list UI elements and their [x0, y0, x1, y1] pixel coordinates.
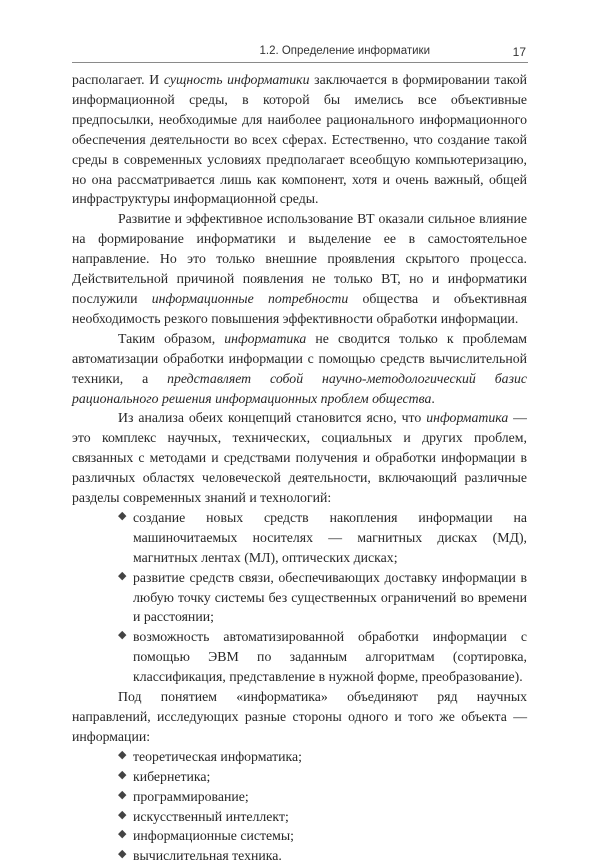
diamond-bullet-icon: ◆ — [118, 788, 127, 801]
list-item: ◆ программирование; — [118, 787, 527, 807]
diamond-bullet-icon: ◆ — [118, 808, 127, 821]
list-item: ◆ искусственный интеллект; — [118, 807, 527, 827]
diamond-bullet-icon: ◆ — [118, 848, 127, 861]
diamond-bullet-icon: ◆ — [118, 828, 127, 841]
list-item: ◆ кибернетика; — [118, 767, 527, 787]
emphasis: информатика — [224, 330, 307, 346]
page-body — [72, 70, 527, 866]
running-header — [72, 44, 528, 63]
paragraph-2: Развитие и эффективное использование ВТ оказали сильное влияние на формирование информатики и выделение ее в самостоятельное направление. Но это только внешние проявления скрытого процесса. Действительной причиной появления не только ВТ, но и информатики послужили информационные потребности общества и объективная необходимость резкого повышения эффективности обработки информации. — [72, 211, 527, 326]
paragraph-4: Из анализа обеих концепций становится ясно, что информатика — это комплекс научных, технических, социальных и других проблем, связанных с методами и средствами получения и обработки информации в различных областях человеческой деятельности, включающий различные разделы современных знаний и технологий: — [72, 410, 527, 506]
emphasis: информатика — [426, 410, 509, 426]
emphasis: информационные потребности — [151, 290, 349, 306]
emphasis: представляет собой научно-методологический базис рационального решения информационных проблем общества — [72, 370, 527, 406]
list-item: ◆ создание новых средств накопления информации на машиночитаемых носителях — магнитных дисках (МД), магнитных лентах (МЛ), оптических дисках; — [118, 508, 527, 568]
list-item: ◆ развитие средств связи, обеспечивающих доставку информации в любую точку системы без существенных ограничений во времени и расстоянии; — [118, 568, 527, 628]
emphasis: сущность информатики — [163, 72, 310, 87]
bullet-list-2 — [72, 747, 527, 866]
list-item: ◆ информационные системы; — [118, 826, 527, 846]
diamond-bullet-icon: ◆ — [118, 509, 127, 522]
diamond-bullet-icon: ◆ — [118, 768, 127, 781]
section-title: 1.2. Определение информатики — [259, 45, 430, 57]
paragraph-5: Под понятием «информатика» объединяют ряд научных направлений, исследующих разные стороны одного и того же объекта — информации: — [72, 689, 527, 744]
paragraph-1: располагает. И сущность информатики заключается в формировании такой информационной среды, в которой бы имелись все объективные предпосылки, необходимые для наиболее рационального информационного обеспечения деятельности во всех сферах. Естественно, что создание такой среды в современных условиях предполагает всеобщую компьютеризацию, но она рассматривается лишь как компонент, хотя и очень важный, общей инфраструктуры информационной среды. — [72, 72, 528, 207]
diamond-bullet-icon: ◆ — [118, 629, 127, 642]
diamond-bullet-icon: ◆ — [118, 748, 127, 761]
list-item: ◆ вычислительная техника. — [118, 846, 527, 866]
paragraph-3: Таким образом, информатика не сводится только к проблемам автоматизации обработки информации с помощью средств вычислительной техники, а представляет собой научно-методологический базис рационального решения информационных проблем общества. — [72, 330, 527, 406]
bullet-list-1 — [72, 508, 527, 687]
page-number: 17 — [512, 45, 526, 59]
list-item: ◆ теоретическая информатика; — [118, 747, 527, 767]
list-item: ◆ возможность автоматизированной обработки информации с помощью ЭВМ по заданным алгоритмам (сортировка, классификация, представление в нужной форме, преобразование). — [118, 627, 527, 687]
diamond-bullet-icon: ◆ — [118, 569, 127, 582]
